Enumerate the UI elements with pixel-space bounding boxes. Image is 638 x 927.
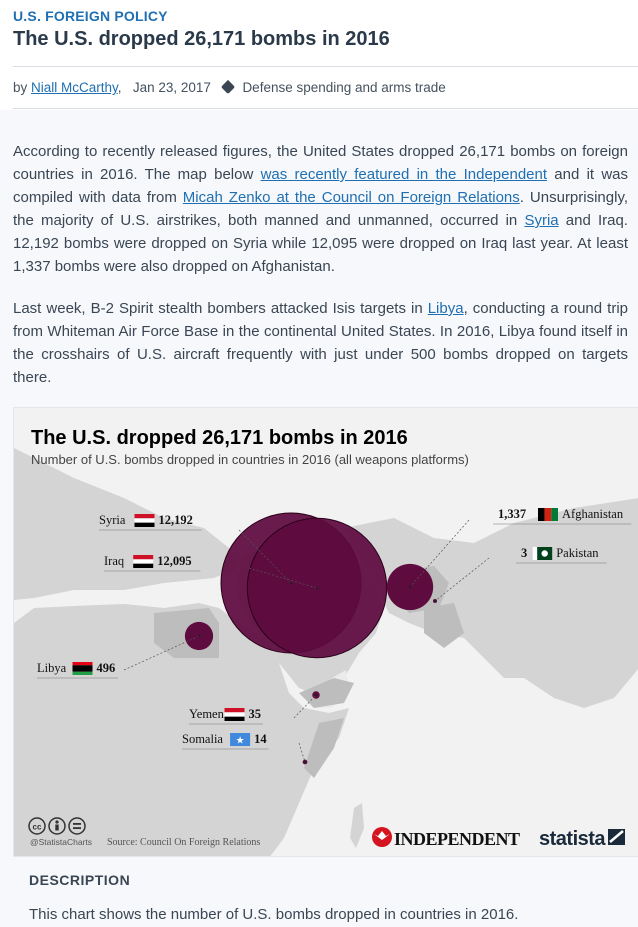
country-label: Syria <box>99 513 126 527</box>
leader-dot <box>304 761 306 763</box>
divider <box>13 66 638 67</box>
paragraph-text: , conducting a round trip from Whiteman Air Force Base in the continental United States. In 2016, Libya found itself in the crosshairs of U.S. aircraft frequently with just under 500 bombs dropped on targets there. <box>13 300 628 386</box>
author-link[interactable]: Niall McCarthy <box>31 80 118 95</box>
paragraph-text: According to recently released figures, the United States dropped 26,171 bombs on foreign countries in 2016. The map below <box>13 143 628 183</box>
bubble-map-chart <box>14 408 638 857</box>
paragraph-text: . Unsurprisingly, the majority of U.S. airstrikes, both manned and unmanned, occurred in <box>13 189 629 229</box>
description-heading: DESCRIPTION <box>29 872 131 888</box>
independent-eagle-icon <box>372 827 392 847</box>
chart-title: The U.S. dropped 26,171 bombs in 2016 <box>31 427 408 449</box>
leader-dot <box>315 694 317 696</box>
afghanistan-flag-icon <box>538 508 558 521</box>
value-label: 35 <box>248 707 261 721</box>
paragraph-2 <box>13 297 628 389</box>
inline-link[interactable]: Micah Zenko at the Council on Foreign Relations <box>182 189 520 206</box>
country-label: Yemen <box>189 707 224 721</box>
country-label: Pakistan <box>556 546 599 560</box>
country-label: Afghanistan <box>562 507 624 521</box>
svg-text:cc: cc <box>32 822 42 832</box>
value-label: 3 <box>521 546 528 560</box>
iraq-flag-icon <box>133 555 153 568</box>
inline-link[interactable]: was recently featured in the Independent <box>260 166 548 183</box>
leader-dot <box>409 586 411 588</box>
paragraph-text: and it was compiled with data from <box>13 166 628 206</box>
svg-text:★: ★ <box>235 735 245 747</box>
yemen-flag-icon <box>225 708 245 721</box>
section-label[interactable]: U.S. FOREIGN POLICY <box>13 8 168 24</box>
libya-flag-icon <box>73 662 93 675</box>
chart-card <box>13 407 638 857</box>
paragraph-text: Last week, B-2 Spirit stealth bombers attacked Isis targets in <box>13 300 428 317</box>
paragraph-1 <box>13 140 628 278</box>
leader-dot <box>316 587 318 589</box>
category-link[interactable]: Defense spending and arms trade <box>242 80 446 95</box>
independent-logo: INDEPENDENT <box>394 829 520 849</box>
leader-dot <box>198 635 200 637</box>
inline-link[interactable]: Syria <box>524 212 559 229</box>
country-label: Libya <box>37 661 67 675</box>
byline-prefix: by <box>13 80 28 95</box>
statista-logo: statista <box>539 828 606 850</box>
value-label: 12,192 <box>158 513 193 527</box>
description-text: This chart shows the number of U.S. bombs dropped in countries in 2016. <box>29 906 519 923</box>
leader-dot <box>290 582 292 584</box>
value-label: 1,337 <box>498 507 527 521</box>
statista-mark-icon <box>608 829 625 845</box>
pakistan-flag-icon <box>532 547 552 560</box>
value-label: 12,095 <box>157 554 192 568</box>
tag-icon <box>221 80 235 94</box>
statista-handle: @StatistaCharts <box>30 837 93 847</box>
somalia-flag-icon <box>230 733 250 747</box>
leader-dot <box>434 600 436 602</box>
byline <box>13 80 446 95</box>
paragraph-text: and Iraq. 12,192 bombs were dropped on Syria while 12,095 were dropped on Iraq last year. At least 1,337 bombs were also dropped on Afghanistan. <box>13 212 628 275</box>
divider <box>13 108 638 109</box>
inline-link[interactable]: Libya <box>427 300 464 317</box>
country-label: Iraq <box>104 554 125 568</box>
article-header <box>0 0 638 110</box>
byline-comma: , <box>117 80 122 95</box>
publish-date: Jan 23, 2017 <box>132 80 211 95</box>
page-title: The U.S. dropped 26,171 bombs in 2016 <box>13 28 390 50</box>
chart-subtitle: Number of U.S. bombs dropped in countries in 2016 (all weapons platforms) <box>31 452 469 467</box>
value-label: 496 <box>96 661 116 675</box>
chart-source[interactable]: Source: Council On Foreign Relations <box>107 837 261 848</box>
syria-flag-icon <box>135 514 155 527</box>
value-label: 14 <box>254 732 267 746</box>
country-label: Somalia <box>182 732 223 746</box>
